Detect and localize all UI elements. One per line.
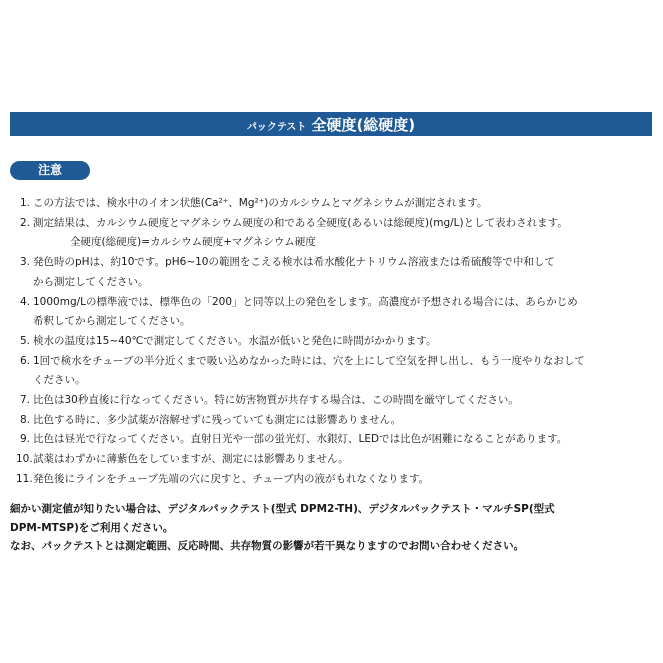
list-item (16, 371, 656, 391)
item-text: この方法では、検水中のイオン状態(Ca²⁺、Mg²⁺)のカルシウムとマグネシウムが測定されます。 (33, 197, 488, 209)
item-text: 発色後にラインをチューブ先端の穴に戻すと、チューブ内の液がもれなくなります。 (33, 472, 430, 485)
item-text: 検水の温度は15~40℃で測定してください。水温が低いと発色に時間がかかります。 (33, 334, 437, 347)
item-text: 試薬はわずかに薄紫色をしていますが、測定には影響ありません。 (33, 453, 349, 466)
item-text: 発色時のpHは、約10です。pH6~10の範囲をこえる検水は希水酸化ナトリウム溶液または希硫酸等で中和して (33, 256, 555, 269)
list-item (16, 391, 656, 411)
item-text: 比色する時に、多少試薬が溶解せずに残っていても測定には影響ありません。 (33, 413, 402, 426)
footer-line-2: DPM-MTSP)をご利用ください。 (10, 521, 174, 534)
item-number: 7. (19, 394, 30, 407)
list-item (16, 312, 656, 332)
item-number: 1. (19, 197, 30, 209)
item-number: 3. (19, 256, 30, 269)
list-item (16, 352, 656, 372)
notice-list (16, 194, 656, 490)
list-item (16, 194, 656, 214)
list-item (16, 214, 656, 234)
item-number: 11. (16, 472, 33, 485)
list-item (16, 253, 656, 273)
item-text: 比色は30秒直後に行なってください。特に妨害物質が共存する場合は、この時間を厳守してください。 (33, 394, 519, 407)
item-number: 4. (19, 295, 30, 308)
item-text: から測定してください。 (33, 275, 149, 288)
item-number: 6. (19, 354, 30, 367)
item-number: 5. (19, 334, 30, 347)
footer-note (10, 500, 655, 556)
footer-line-3: なお、パックテストとは測定範囲、反応時間、共存物質の影響が若干異なりますのでお問い合わせください。 (10, 540, 525, 552)
item-number: 10. (16, 453, 33, 466)
page-title: 全硬度(総硬度) (311, 116, 416, 134)
list-item (16, 273, 656, 293)
list-item (16, 430, 656, 450)
list-item (16, 450, 656, 470)
item-number (16, 312, 30, 332)
item-number: 8. (19, 413, 30, 426)
item-number: 2. (19, 216, 30, 229)
title-subtitle: パックテスト (246, 122, 307, 133)
item-text: 測定結果は、カルシウム硬度とマグネシウム硬度の和である全硬度(あるいは総硬度)(mg/L)として表わされます。 (33, 216, 568, 229)
item-number (16, 273, 30, 293)
item-text: 希釈してから測定してください。 (33, 315, 191, 328)
formula-line: 全硬度(総硬度)=カルシウム硬度+マグネシウム硬度 (70, 236, 316, 249)
item-text: ください。 (33, 374, 86, 387)
item-number (16, 371, 30, 391)
list-item (16, 293, 656, 313)
item-text: 1回で検水をチューブの半分近くまで吸い込めなかった時には、穴を上にして空気を押し出し、もう一度やりなおして (33, 354, 585, 367)
footer-line-1: 細かい測定値が知りたい場合は、デジタルパックテスト(型式 DPM2-TH)、デジタルパックテスト・マルチSP(型式 (10, 503, 555, 515)
item-text: 比色は昼光で行なってください。直射日光や一部の蛍光灯、水銀灯、LEDでは比色が困難になることがあります。 (33, 433, 568, 446)
list-item (16, 470, 656, 490)
item-text: 1000mg/Lの標準液では、標準色の「200」と同等以上の発色をします。高濃度が予想される場合には、あらかじめ (33, 295, 578, 308)
list-item (16, 411, 656, 431)
notice-label: 注意 (10, 161, 90, 180)
item-number: 9. (19, 433, 30, 446)
list-item (16, 332, 656, 352)
title-bar (10, 112, 652, 136)
